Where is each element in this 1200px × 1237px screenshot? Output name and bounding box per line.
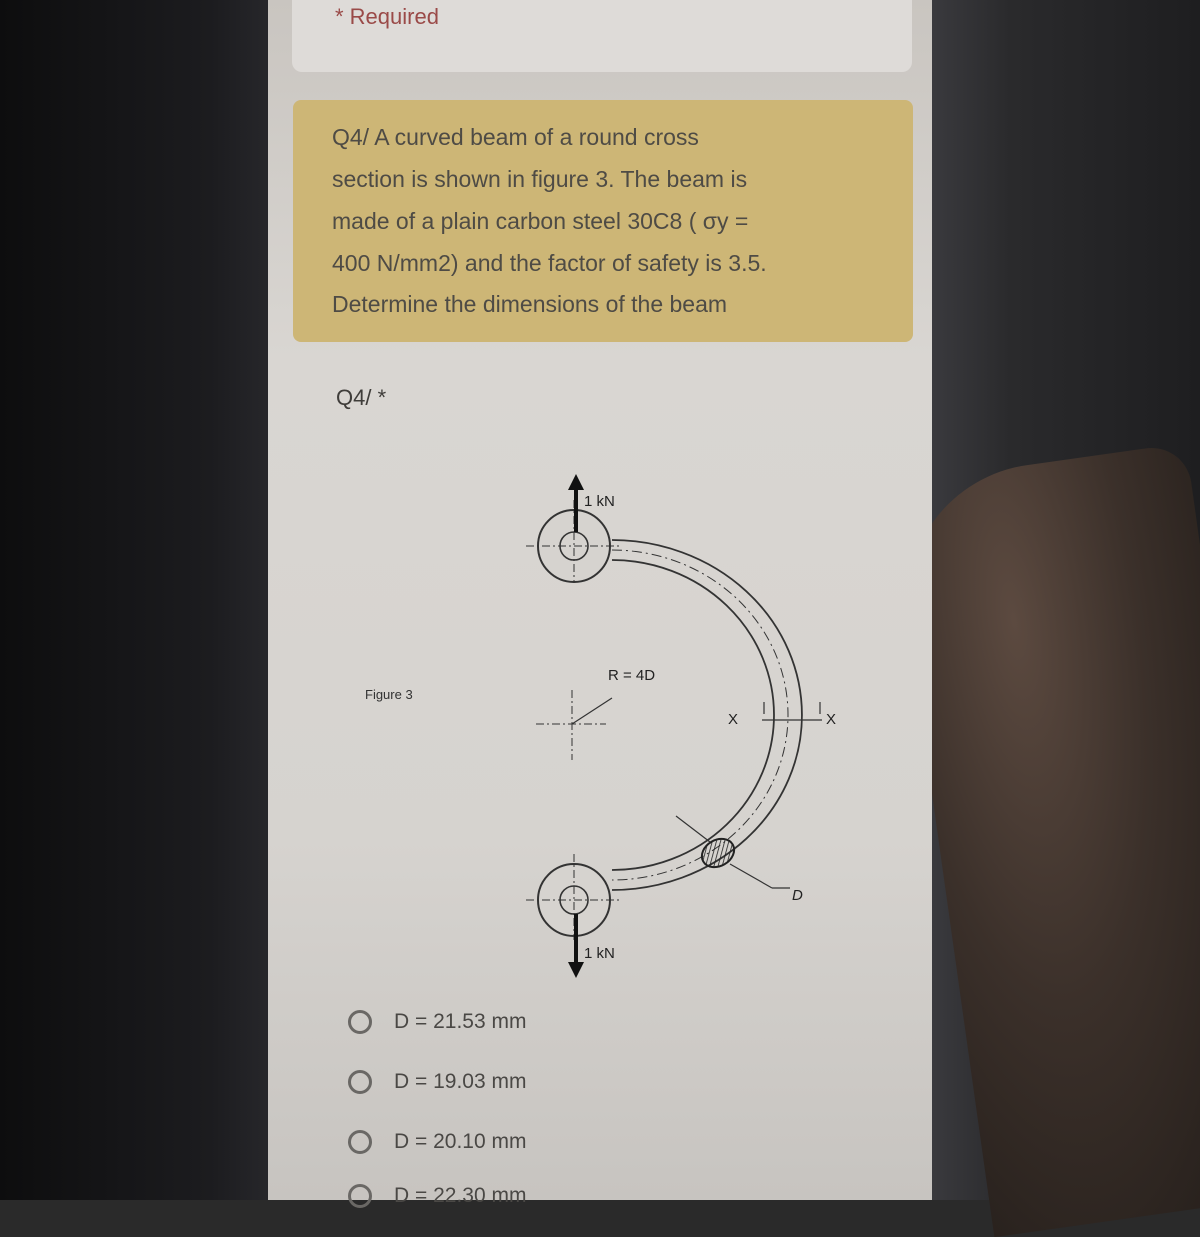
question-line: section is shown in figure 3. The beam is xyxy=(332,166,748,192)
option-2[interactable] xyxy=(348,1064,526,1100)
option-3[interactable] xyxy=(348,1124,526,1160)
radio-button[interactable] xyxy=(348,1010,372,1034)
question-line: Determine the dimensions of the beam xyxy=(332,291,728,317)
bottom-arrowhead xyxy=(568,962,584,978)
question-line: made of a plain carbon steel 30C8 ( σy = xyxy=(332,208,749,234)
diameter-leader xyxy=(676,816,710,842)
option-1[interactable] xyxy=(348,1004,526,1040)
top-arrowhead xyxy=(568,474,584,490)
top-load-label: 1 kN xyxy=(584,493,615,510)
option-label: D = 19.03 mm xyxy=(394,1070,527,1093)
section-label-left: X xyxy=(728,711,739,728)
required-note: * Required xyxy=(335,4,439,29)
option-label: D = 22.30 mm xyxy=(394,1184,527,1207)
curved-beam-figure xyxy=(500,470,900,990)
radio-button[interactable] xyxy=(348,1070,372,1094)
beam-centerline xyxy=(612,550,788,880)
radio-button[interactable] xyxy=(348,1130,372,1154)
radius-line xyxy=(572,698,612,724)
phone-bezel-left xyxy=(0,0,300,1200)
question-line: Q4/ A curved beam of a round cross xyxy=(332,124,699,150)
bottom-load-label: 1 kN xyxy=(584,945,615,962)
field-label: Q4/ * xyxy=(336,385,387,410)
option-4[interactable] xyxy=(348,1178,526,1214)
round-cross-section xyxy=(697,833,739,873)
diameter-label: D xyxy=(792,887,803,904)
figure-caption: Figure 3 xyxy=(365,687,413,702)
question-line: 400 N/mm2) and the factor of safety is 3.5. xyxy=(332,250,767,276)
option-label: D = 20.10 mm xyxy=(394,1130,527,1153)
radius-label: R = 4D xyxy=(608,667,656,684)
option-label: D = 21.53 mm xyxy=(394,1010,527,1033)
section-label-right: X xyxy=(826,711,837,728)
radio-button[interactable] xyxy=(348,1184,372,1208)
beam-inner-edge xyxy=(612,560,774,870)
